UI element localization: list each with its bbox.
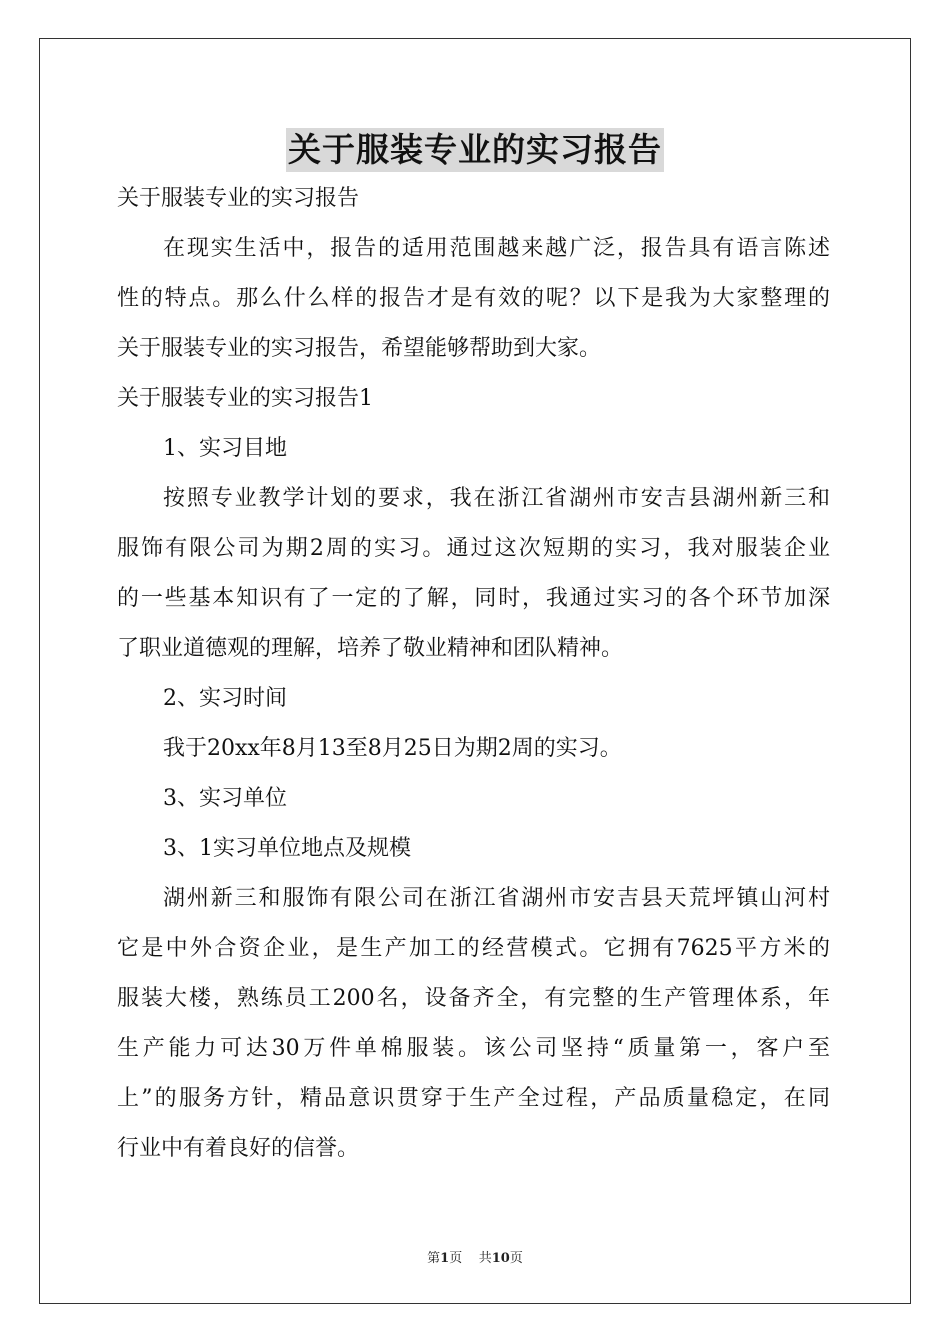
page-prefix: 第 bbox=[427, 1251, 441, 1266]
paragraph-line: 我于20xx年8月13至8月25日为期2周的实习。 bbox=[163, 736, 622, 761]
page-footer bbox=[0, 1247, 950, 1266]
paragraph-line: 在现实生活中，报告的适用范围越来越广泛，报告具有语言陈述 bbox=[163, 236, 830, 261]
section-heading: 1、实习目地 bbox=[163, 436, 287, 461]
title-container bbox=[0, 128, 950, 172]
paragraph-line: 按照专业教学计划的要求，我在浙江省湖州市安吉县湖州新三和 bbox=[163, 486, 830, 511]
total-suffix: 页 bbox=[509, 1251, 523, 1266]
paragraph-line: 服装大楼，熟练员工200名，设备齐全，有完整的生产管理体系，年 bbox=[117, 986, 830, 1011]
paragraph-line: 它是中外合资企业，是生产加工的经营模式。它拥有7625平方米的 bbox=[117, 936, 830, 961]
section-heading: 3、1实习单位地点及规模 bbox=[163, 836, 411, 861]
paragraph-line: 关于服装专业的实习报告，希望能够帮助到大家。 bbox=[117, 336, 602, 361]
paragraph-line: 生产能力可达30万件单棉服装。该公司坚持“质量第一，客户至 bbox=[117, 1036, 830, 1061]
page-border bbox=[39, 38, 911, 1304]
section-heading: 3、实习单位 bbox=[163, 786, 287, 811]
total-pages: 10 bbox=[491, 1251, 510, 1266]
paragraph-line: 行业中有着良好的信誉。 bbox=[117, 1136, 360, 1161]
page-number: 1 bbox=[440, 1251, 450, 1266]
paragraph-line: 湖州新三和服饰有限公司在浙江省湖州市安吉县天荒坪镇山河村 bbox=[163, 886, 830, 911]
paragraph-line: 上”的服务方针，精品意识贯穿于生产全过程，产品质量稳定，在同 bbox=[117, 1086, 830, 1111]
subtitle-line: 关于服装专业的实习报告 bbox=[117, 186, 360, 211]
document-title: 关于服装专业的实习报告 bbox=[286, 128, 664, 172]
section-heading: 关于服装专业的实习报告1 bbox=[117, 386, 373, 411]
paragraph-line: 的一些基本知识有了一定的了解，同时，我通过实习的各个环节加深 bbox=[117, 586, 830, 611]
paragraph-line: 了职业道德观的理解，培养了敬业精神和团队精神。 bbox=[117, 636, 624, 661]
section-heading: 2、实习时间 bbox=[163, 686, 287, 711]
page-suffix: 页 bbox=[449, 1251, 463, 1266]
paragraph-line: 性的特点。那么什么样的报告才是有效的呢？以下是我为大家整理的 bbox=[117, 286, 830, 311]
total-prefix: 共 bbox=[478, 1251, 492, 1266]
paragraph-line: 服饰有限公司为期2周的实习。通过这次短期的实习，我对服装企业 bbox=[117, 536, 830, 561]
